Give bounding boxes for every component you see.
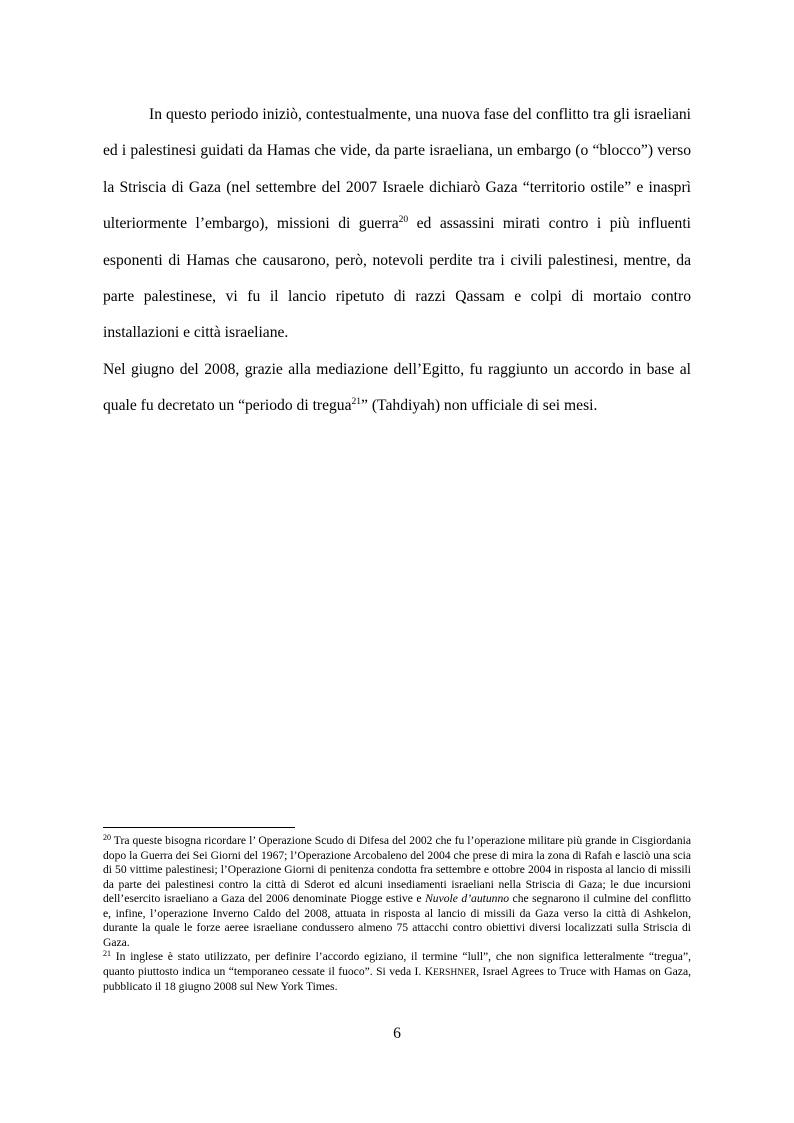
footnotes [103, 834, 691, 995]
paragraph-1 [103, 97, 691, 352]
paragraph-2-text-b: ” (Tahdiyah) non ufficiale di sei mesi. [361, 397, 598, 415]
footnote-20-italic-title: Nuvole d’autunno [425, 892, 510, 905]
paragraph-2-text-a: Nel giugno del 2008, grazie alla mediazione dell’Egitto, fu raggiunto un accordo in base al quale fu decretato un “periodo di tregua [103, 360, 691, 415]
paragraph-2 [103, 352, 691, 425]
footnote-20-text-b: che segnarono il culmine del conflitto e, infine, l’operazione Inverno Caldo del 2008, attuata in risposta al lancio di missili da Gaza verso la città di Ashkelon, durante la quale le forze aeree israeliane condussero almeno 75 attacchi contro obiettivi diversi localizzati sulla Striscia di Gaza. [103, 892, 691, 949]
footnote-21-author-smallcaps: ERSHNER [433, 967, 477, 978]
footnote-21-text-a: In inglese è stato utilizzato, per definire l’accordo egiziano, il termine “lull”, che non significa letteralmente “tregua”, quanto piuttosto indica un “temporaneo cessate il fuoco”. Si veda I. K [103, 950, 691, 978]
footnote-21-text-b: , Israel Agrees to Truce with Hamas on Gaza, pubblicato il 18 giugno 2008 sul New York Times. [103, 964, 691, 993]
footnote-number-21: 21 [103, 949, 111, 958]
footnote-20 [103, 834, 691, 950]
footnote-21 [103, 950, 691, 995]
footnote-separator [103, 827, 295, 828]
paragraph-1-text-a: In questo periodo iniziò, contestualmente, una nuova fase del conflitto tra gli israeliani ed i palestinesi guidati da Hamas che vide, da parte israeliana, un embargo (o “blocco”) verso la Striscia di Gaza (nel settembre del 2007 Israele dichiarò Gaza “territorio ostile” e inasprì ulteriormente l’embargo), missioni di guerra [103, 106, 691, 233]
footnote-ref-20[interactable]: 20 [398, 215, 409, 226]
footnote-20-text-a: Tra queste bisogna ricordare l’ Operazione Scudo di Difesa del 2002 che fu l’operazione militare più grande in Cisgiordania dopo la Guerra dei Sei Giorni del 1967; l’Operazione Arcobaleno del 2004 che prese di mira la zona di Rafah e lasciò una scia di 50 vittime palestinesi; l’Operazione Giorni di penitenza condotta fra settembre e ottobre 2004 in risposta al lancio di missili da parte dei palestinesi contro la città di Sderot ed alcuni insediamenti israeliani nella Striscia di Gaza; le due incursioni dell’esercito israeliano a Gaza del 2006 denominate Piogge estive e [103, 834, 691, 905]
main-text [103, 97, 691, 425]
footnote-ref-21[interactable]: 21 [351, 397, 362, 408]
page-number: 6 [393, 1025, 401, 1042]
footnote-number-20: 20 [103, 833, 111, 842]
paragraph-1-text-b: ed assassini mirati contro i più influenti esponenti di Hamas che causarono, però, notevoli perdite tra i civili palestinesi, mentre, da parte palestinese, vi fu il lancio ripetuto di razzi Qassam e colpi di mortaio contro installazioni e città israeliane. [103, 215, 691, 342]
